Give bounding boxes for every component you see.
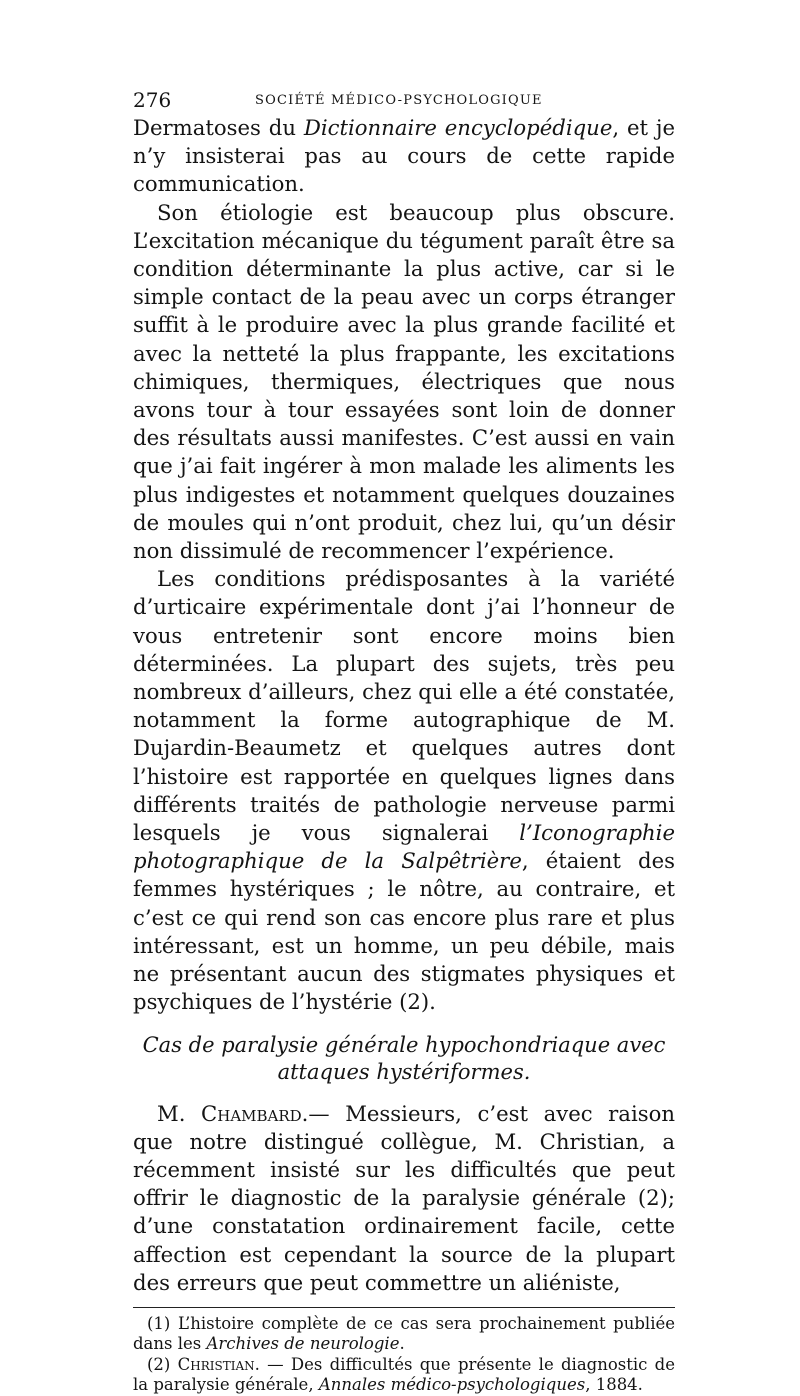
dictionary-title: Dictionnaire encyclopédique [303,115,613,140]
annales-title: Annales médico-psychologiques [318,1375,586,1395]
paragraph-chambard [133,1100,675,1297]
paragraph-etiology: Son étiologie est beaucoup plus obscure. L’excitation mécanique du tégument paraît être sa condition déterminante la plus active, car si le simple contact de la peau avec un corps étranger suffit à le produire avec la plus grande facilité et avec la netteté la plus frappante, les excitations chimiques, thermiques, électriques que nous avons tour à tour essayées sont loin de donner des résultats aussi manifestes. C’est aussi en vain que j’ai fait ingérer à mon malade les aliments les plus indigestes et notamment quelques douzaines de moules qui n’ont produit, chez lui, qu’un désir non dissimulé de recommencer l’expérience. [133,199,675,564]
footnote-2 [133,1355,675,1396]
iconographie-title: l’Iconographie photographique de la Salpêtrière [133,820,675,874]
page [133,88,675,1396]
paragraph-text: Dermatoses du [133,115,304,140]
running-head: SOCIÉTÉ MÉDICO-PSYCHOLOGIQUE [255,93,543,108]
section-title: Cas de paralysie générale hypochondriaque avec attaques hystériformes. [142,1032,666,1084]
speech-text: — Messieurs, c’est avec raison que notre distingué collègue, M. Christian, a récemment insisté sur les difficultés que peut offrir le diagnostic de la paralysie générale (2); d’une constatation ordinairement facile, cette affection est cependant la source de la plupart des erreurs que peut commettre un aliéniste, [133,1100,675,1295]
speaker-name: M. Chambard. [157,1100,309,1126]
page-number: 276 [133,88,172,112]
footnote-text: , 1884. [585,1375,643,1395]
footnote-1 [133,1314,675,1355]
paragraph-conditions [133,565,675,1016]
paragraph-dermatoses [133,114,675,199]
footnote-text: (1) L’histoire complète de ce cas sera prochainement publiée dans les [133,1313,675,1354]
paragraph-text: Les conditions prédisposantes à la variété d’urticaire expérimentale dont j’ai l’honneur de vous entretenir sont encore moins bien déterminées. La plupart des sujets, très peu nombreux d’ailleurs, chez qui elle a été constatée, notamment la forme autographique de M. Dujardin-Beaumetz et quelques autres dont l’histoire est rapportée en quelques lignes dans différents traités de pathologie nerveuse parmi lesquels je vous signalerai [133,566,675,846]
footnote-marker: (2) [147,1354,178,1374]
page-header [133,88,675,114]
paragraph-text: , et je n’y insisterai pas au cours de cette rapide communication. [133,115,675,197]
archives-title: Archives de neurologie [206,1334,400,1354]
footnote-author: Christian. [177,1354,260,1374]
footnote-text: . [399,1334,405,1354]
footnote-text: — Des difficultés que présente le diagnostic de la paralysie générale, [133,1354,675,1395]
footnote-rule [133,1307,675,1308]
paragraph-text: , étaient des femmes hystériques ; le nôtre, au contraire, et c’est ce qui rend son cas encore plus rare et plus intéressant, est un homme, un peu débile, mais ne présentant aucun des stigmates physiques et psychiques de l’hystérie (2). [133,848,675,1015]
